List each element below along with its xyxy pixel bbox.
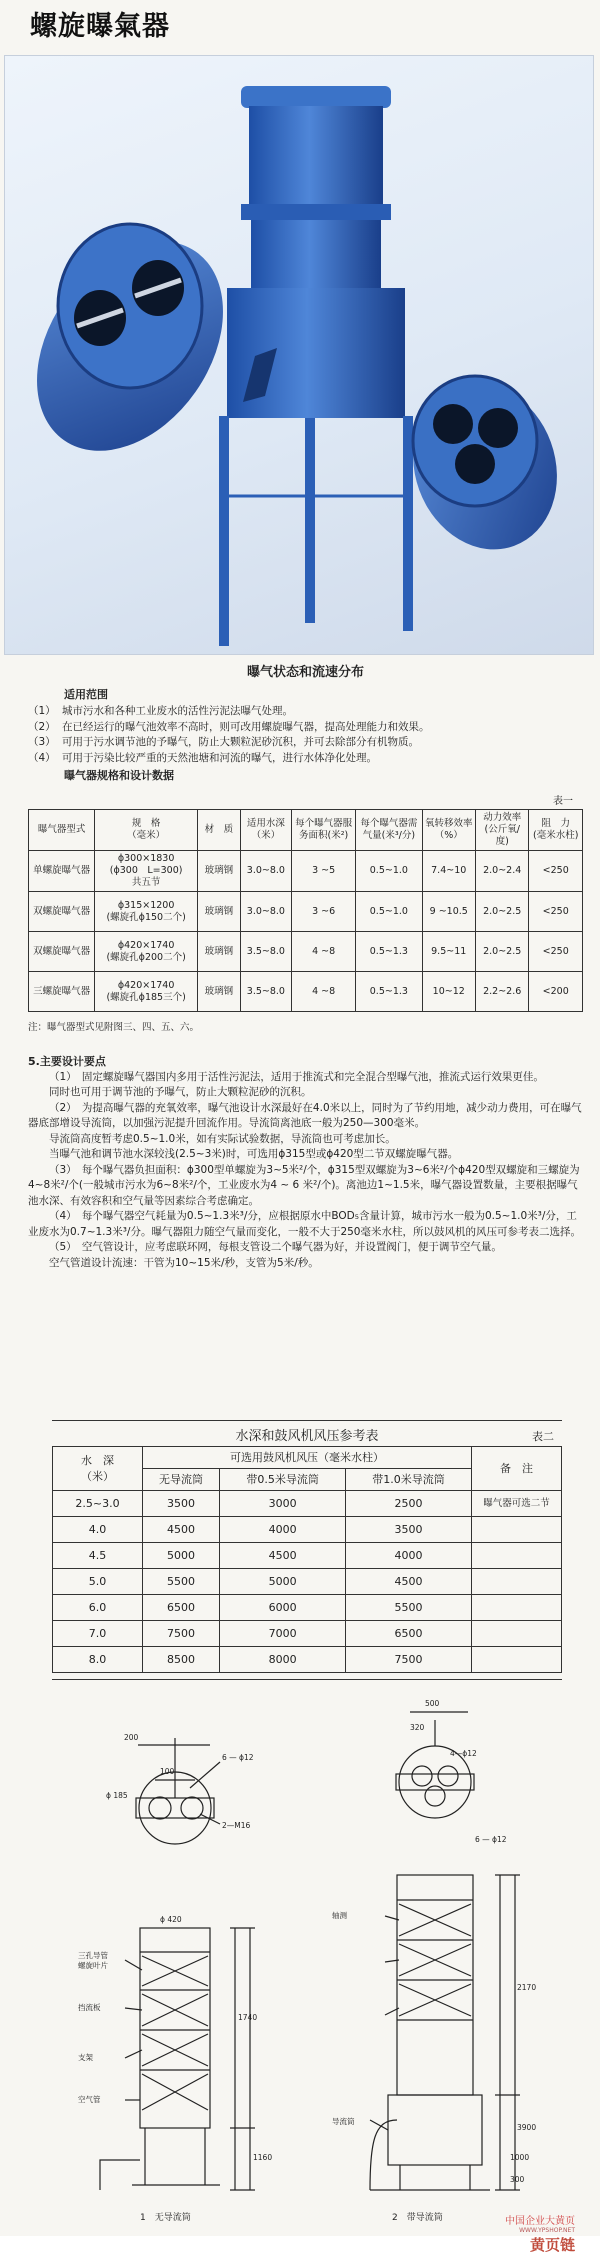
table-header-row <box>29 810 583 851</box>
table-cell: 0.5~1.3 <box>356 932 422 972</box>
table-header: 每个曝气器服 务面积(米²) <box>292 810 356 851</box>
part-label: 三孔导管 <box>78 1951 108 1960</box>
table-header: 规 格 （毫米） <box>95 810 198 851</box>
dim-label: 1160 <box>253 2153 273 2162</box>
table-row <box>53 1647 562 1673</box>
table-cell: 双螺旋曝气器 <box>29 932 95 972</box>
table-cell: 玻璃钢 <box>197 972 240 1012</box>
table-cell: 3500 <box>346 1517 472 1543</box>
table-cell <box>472 1647 562 1673</box>
product-photo <box>4 55 594 655</box>
table2-title: 水深和鼓风机风压参考表 <box>235 1429 379 1444</box>
dim-label: 2—M16 <box>222 1821 251 1830</box>
table-cell: ϕ315×1200 (螺旋孔ϕ150二个) <box>95 892 198 932</box>
table-cell: 6500 <box>143 1595 220 1621</box>
dim-label: 300 <box>510 2175 525 2184</box>
watermark-line: 中国企业大黄页 <box>505 2216 575 2227</box>
scope-list <box>28 704 583 766</box>
table-header: 每个曝气器需 气量(米³/分) <box>356 810 422 851</box>
table-cell: <250 <box>529 851 583 892</box>
part-label: 空气管 <box>78 2095 101 2104</box>
table-cell: 4500 <box>143 1517 220 1543</box>
paragraph: 当曝气池和调节池水深较浅(2.5~3米)时，可选用ϕ315型或ϕ420型二节双螺旋曝气器。 <box>49 1148 459 1160</box>
part-label: 支架 <box>78 2053 93 2062</box>
dim-label: 3900 <box>517 2123 537 2132</box>
table-cell: 0.5~1.3 <box>356 972 422 1012</box>
table-cell: 3 ~6 <box>292 892 356 932</box>
divider <box>52 1679 562 1680</box>
drawing-caption: 2 带导流筒 <box>392 2213 443 2223</box>
table-cell: 8000 <box>220 1647 346 1673</box>
spec-table <box>28 809 583 1012</box>
table-row <box>29 972 583 1012</box>
table-row <box>53 1569 562 1595</box>
table-header-row <box>53 1447 562 1469</box>
table-cell: 9.5~11 <box>422 932 475 972</box>
dim-label: 6 — ϕ12 <box>475 1835 507 1844</box>
table-cell <box>472 1543 562 1569</box>
dim-label: 2170 <box>517 1983 537 1992</box>
table-cell: 7.0 <box>53 1621 143 1647</box>
table-note: 注：曝气器型式见附图三、四、五、六。 <box>28 1022 200 1033</box>
table-header: 动力效率 (公斤氧/度) <box>475 810 528 851</box>
part-label: 轴测 <box>332 1911 347 1920</box>
engineering-drawing <box>70 1690 600 2236</box>
table-cell: 5000 <box>143 1543 220 1569</box>
paragraph: （5） 空气管设计，应考虑联环网，每根支管设二个曝气器为好，并设置阀门，便于调节空气量。 <box>49 1241 502 1253</box>
table-cell: 7500 <box>143 1621 220 1647</box>
part-label: 导流筒 <box>332 2117 355 2126</box>
dim-label: 500 <box>425 1699 440 1708</box>
table-cell <box>472 1569 562 1595</box>
table-cell: 6.0 <box>53 1595 143 1621</box>
table-cell: 6000 <box>220 1595 346 1621</box>
section-table2 <box>52 1420 562 1680</box>
part-label: 螺旋叶片 <box>78 1961 108 1970</box>
table-cell: 3 ~5 <box>292 851 356 892</box>
dim-label: 6 — ϕ12 <box>222 1753 254 1762</box>
dim-label: 100 <box>160 1767 175 1776</box>
table-cell: 5500 <box>346 1595 472 1621</box>
dim-label: ϕ 420 <box>160 1915 182 1924</box>
table-cell: 0.5~1.0 <box>356 851 422 892</box>
table-cell: 玻璃钢 <box>197 892 240 932</box>
table-header: 氧转移效率 （%） <box>422 810 475 851</box>
pressure-table <box>52 1446 562 1673</box>
design-heading: 5.主要设计要点 <box>28 1055 106 1068</box>
table-cell: 3.0~8.0 <box>240 892 291 932</box>
table-label: 表一 <box>553 795 573 807</box>
table-cell: 2500 <box>346 1491 472 1517</box>
paragraph: （2） 为提高曝气器的充氧效率，曝气池设计水深最好在4.0米以上，同时为了节约用地，减少动力费用，可在曝气器底部增设导流筒，以加强污泥提升回流作用。导流筒离池底一般为250—300毫米。 <box>28 1101 582 1129</box>
paragraph: 空气管道设计流速：干管为10~15米/秒，支管为5米/秒。 <box>49 1256 319 1269</box>
part-label: 挡流板 <box>78 2003 101 2012</box>
table-cell: <250 <box>529 932 583 972</box>
table-row <box>53 1491 562 1517</box>
table-cell: 玻璃钢 <box>197 932 240 972</box>
table-cell: 4 ~8 <box>292 972 356 1012</box>
table-cell: 7000 <box>220 1621 346 1647</box>
dim-label: 1740 <box>238 2013 258 2022</box>
table-cell <box>472 1621 562 1647</box>
table-row <box>53 1517 562 1543</box>
list-item: （3） 可用于污水调节池的予曝气，防止大颗粒泥砂沉积，并可去除部分有机物质。 <box>28 736 419 748</box>
table-cell: 5.0 <box>53 1569 143 1595</box>
table-cell: 6500 <box>346 1621 472 1647</box>
table2-label: 表二 <box>532 1430 554 1443</box>
table-header: 无导流筒 <box>143 1469 220 1491</box>
table-cell: 5000 <box>220 1569 346 1595</box>
table-cell: 曝气器可选二节 <box>472 1491 562 1517</box>
table-row <box>29 932 583 972</box>
paragraph: 同时也可用于调节池的予曝气，防止大颗粒泥砂的沉积。 <box>49 1086 312 1098</box>
paragraph: 导流筒高度暂考虑0.5~1.0米，如有实际试验数据，导流筒也可考虑加长。 <box>49 1132 396 1145</box>
dim-label: ϕ 185 <box>106 1791 128 1800</box>
table-cell: 10~12 <box>422 972 475 1012</box>
table-cell: 9 ~10.5 <box>422 892 475 932</box>
drawing-caption: 1 无导流筒 <box>140 2213 191 2223</box>
table-cell: 2.0~2.5 <box>475 932 528 972</box>
table-cell: 单螺旋曝气器 <box>29 851 95 892</box>
aerator-illustration <box>5 56 595 656</box>
table-cell: 双螺旋曝气器 <box>29 892 95 932</box>
table-cell: 7500 <box>346 1647 472 1673</box>
paragraph: （4） 每个曝气器空气耗量为0.5~1.3米³/分，应根据原水中BOD₅含量计算，城市污水一般为0.5~1.0米³/分，工业废水为0.7~1.3米³/分。曝气器阻力随空气量而变化，一般不大于250毫米水柱，所以鼓风机的风压可参考表二选择。 <box>28 1210 581 1238</box>
scope-title: 适用范围 <box>64 687 108 701</box>
table-cell: 3.5~8.0 <box>240 972 291 1012</box>
table-cell: 4000 <box>346 1543 472 1569</box>
table-cell: <200 <box>529 972 583 1012</box>
table-cell: 4000 <box>220 1517 346 1543</box>
table-header: 阻 力 (毫米水柱) <box>529 810 583 851</box>
table-cell: 4 ~8 <box>292 932 356 972</box>
table-header: 备 注 <box>472 1447 562 1491</box>
page-title: 螺旋曝氣器 <box>30 11 170 42</box>
dim-label: 4—ϕ12 <box>450 1749 477 1758</box>
table-cell: 8500 <box>143 1647 220 1673</box>
section-heading: 曝气状态和流速分布 <box>246 665 364 680</box>
table-cell <box>472 1595 562 1621</box>
table-cell: 3.5~8.0 <box>240 932 291 972</box>
table-cell: 4500 <box>220 1543 346 1569</box>
watermark-url: WWW.YPSHOP.NET <box>519 2227 575 2234</box>
table-cell: 0.5~1.0 <box>356 892 422 932</box>
table-header: 材 质 <box>197 810 240 851</box>
table-cell: 8.0 <box>53 1647 143 1673</box>
table-cell: 3.0~8.0 <box>240 851 291 892</box>
table-header: 水 深 （米） <box>53 1447 143 1491</box>
table-row <box>53 1621 562 1647</box>
table-row <box>29 851 583 892</box>
table-cell: 7.4~10 <box>422 851 475 892</box>
section-design-points <box>28 1054 583 1271</box>
table-header: 可选用鼓风机风压（毫米水柱） <box>143 1447 472 1469</box>
dim-label: 200 <box>124 1733 139 1742</box>
table-cell: 4.5 <box>53 1543 143 1569</box>
table-cell: ϕ420×1740 (螺旋孔ϕ200二个) <box>95 932 198 972</box>
paragraph: （3） 每个曝气器负担面积：ϕ300型单螺旋为3~5米²/个，ϕ315型双螺旋为3~6米²/个ϕ420型双螺旋和三螺旋为4~8米²/个(一般城市污水为6~8米²/个，工业废水为4 ~ 6 米²/个)。离池边1~1.5米，曝气器设置数量，主要根据曝气池水深、有效容积和空气量等因素综合考虑确定。 <box>28 1163 580 1207</box>
right-unit-drawing <box>390 362 580 570</box>
table-cell: 2.2~2.6 <box>475 972 528 1012</box>
table-cell: 2.0~2.4 <box>475 851 528 892</box>
table-cell: 玻璃钢 <box>197 851 240 892</box>
paragraph: （1） 固定螺旋曝气器国内多用于活性污泥法，适用于推流式和完全混合型曝气池，推流式运行效果更佳。 <box>49 1070 544 1083</box>
list-item: （2） 在已经运行的曝气池效率不高时，则可改用螺旋曝气器，提高处理能力和效果。 <box>28 720 430 733</box>
section-scope <box>28 665 583 1036</box>
table-cell: 4500 <box>346 1569 472 1595</box>
table-row <box>29 892 583 932</box>
table-cell: ϕ300×1830 (ϕ300 L=300) 共五节 <box>95 851 198 892</box>
table-cell <box>472 1517 562 1543</box>
watermark-brand: 黄页链 <box>529 2236 575 2254</box>
list-item: （4） 可用于污染比较严重的天然池塘和河流的曝气，进行水体净化处理。 <box>28 751 377 764</box>
watermark <box>505 2212 575 2255</box>
table-cell: 3000 <box>220 1491 346 1517</box>
table-cell: 3500 <box>143 1491 220 1517</box>
table-cell: 三螺旋曝气器 <box>29 972 95 1012</box>
table-header: 带1.0米导流筒 <box>346 1469 472 1491</box>
dim-label: 320 <box>410 1723 425 1732</box>
table-row <box>53 1543 562 1569</box>
table-row <box>53 1595 562 1621</box>
table2-caption <box>52 1420 562 1446</box>
table-header: 适用水深 （米） <box>240 810 291 851</box>
center-unit-drawing <box>219 86 413 646</box>
dim-label: 1000 <box>510 2153 530 2162</box>
table-cell: ϕ420×1740 (螺旋孔ϕ185三个) <box>95 972 198 1012</box>
table-header: 曝气器型式 <box>29 810 95 851</box>
table-cell: <250 <box>529 892 583 932</box>
list-item: （1） 城市污水和各种工业废水的活性污泥法曝气处理。 <box>28 705 293 717</box>
table-cell: 2.5~3.0 <box>53 1491 143 1517</box>
table-cell: 2.0~2.5 <box>475 892 528 932</box>
table-header: 带0.5米导流筒 <box>220 1469 346 1491</box>
table-cell: 5500 <box>143 1569 220 1595</box>
table-cell: 4.0 <box>53 1517 143 1543</box>
spec-title: 曝气器规格和设计数据 <box>64 769 174 782</box>
